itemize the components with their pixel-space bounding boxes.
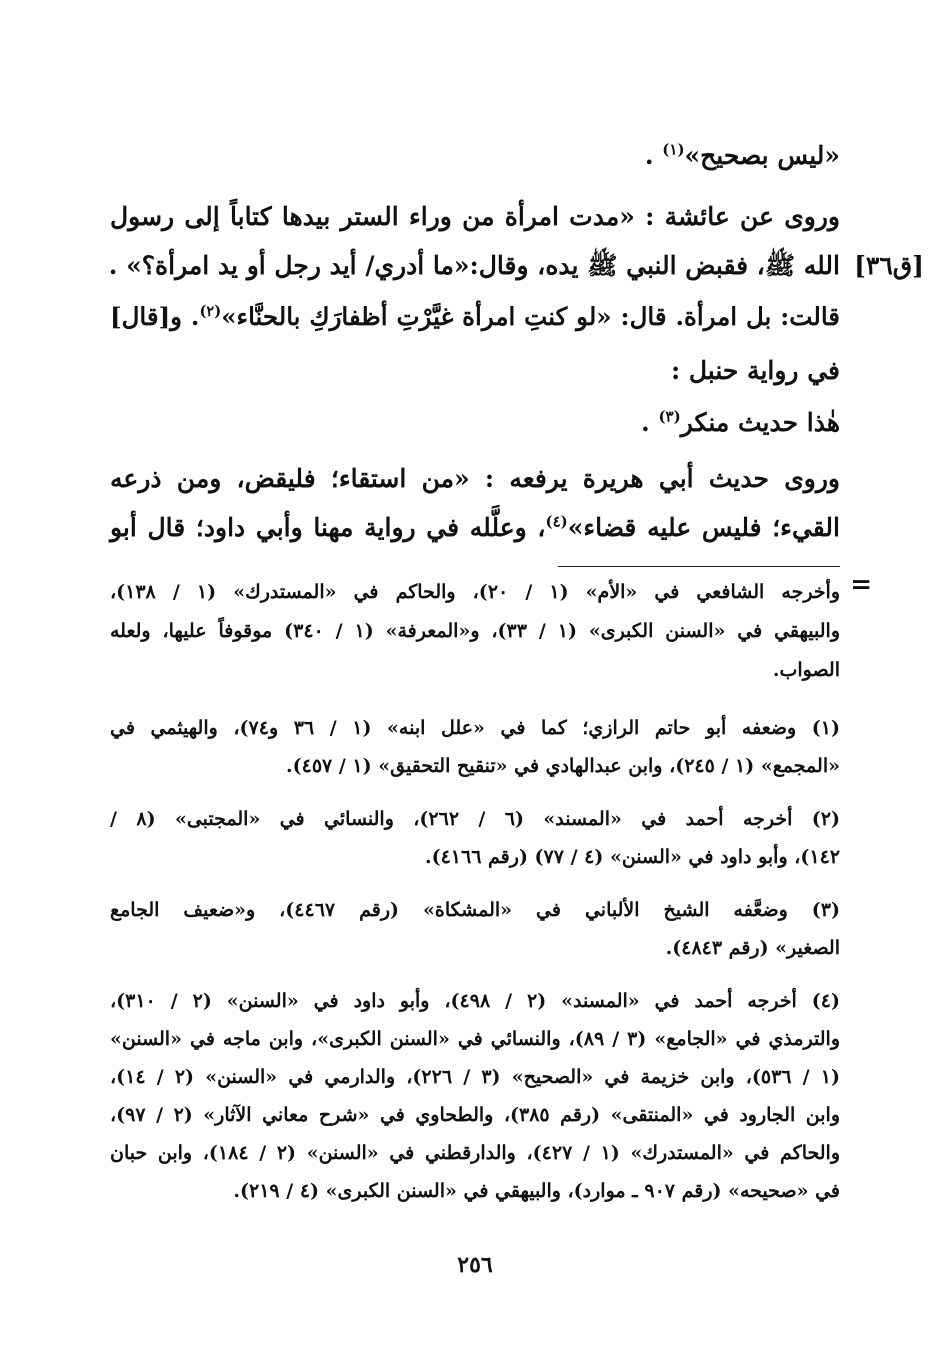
- footnote-cont-line-3: الصواب.: [772, 659, 840, 681]
- main-text-line-5: في رواية حنبل :: [670, 356, 840, 385]
- main-text-line-3: الله ﷺ، فقبض النبي ﷺ يده، وقال:«ما أدري/ أيد رجل أو يد امرأة؟» .: [108, 251, 840, 280]
- main-text-line-4: قالت: بل امرأة. قال: «لو كنتِ امرأة غيَّرْتِ أظفارَكِ بالحنَّاء»$^{(٢)}$. و[قال]: [110, 302, 840, 331]
- manuscript-marker: [ق٣٦]: [854, 251, 924, 280]
- footnote-2-line-1: (٢) أخرجه أحمد في «المسند» (٦ / ٢٦٢)، والنسائي في «المجتبى» (٨ /: [110, 808, 840, 830]
- continuation-mark: =: [850, 570, 872, 600]
- footnote-cont-line-1: وأخرجه الشافعي في «الأم» (١ / ٢٠)، والحاكم في «المستدرك» (١ / ١٣٨)،: [110, 581, 841, 603]
- page-number: ٢٥٦: [457, 1252, 493, 1278]
- main-text-line-6: هٰذا حديث منكر$^{(٣)}$ .: [641, 407, 840, 437]
- footnote-ref-4[interactable]: (٤): [545, 512, 568, 531]
- main-text-line-7: وروى حديث أبي هريرة يرفعه : «من استقاء؛ فليقض، ومن ذرعه: [110, 464, 840, 493]
- footnote-ref-3[interactable]: (٣): [658, 407, 681, 426]
- book-page: [108, 0, 924, 1369]
- footnote-4-line-6: في «صحيحه» (رقم ٩٠٧ ـ موارد)، والبيهقي في «السنن الكبرى» (٤ / ٢١٩).: [233, 1180, 840, 1202]
- footnote-4-line-4: وابن الجارود في «المنتقى» (رقم ٣٨٥)، والطحاوي في «شرح معاني الآثار» (٢ / ٩٧)،: [110, 1104, 840, 1126]
- footnote-3-line-2: الصغير» (رقم ٤٨٤٣).: [665, 937, 840, 959]
- footnote-4-line-3: (١ / ٥٣٦)، وابن خزيمة في «الصحيح» (٣ / ٢٢٦)، والدارمي في «السنن» (٢ / ١٤)،: [110, 1066, 840, 1088]
- footnote-ref-2[interactable]: (٢): [199, 302, 222, 320]
- footnote-1-line-1: (١) وضعفه أبو حاتم الرازي؛ كما في «علل ابنه» (١ / ٣٦ و٧٤)، والهيثمي في: [110, 717, 840, 739]
- footnote-4-line-1: (٤) أخرجه أحمد في «المسند» (٢ / ٤٩٨)، وأبو داود في «السنن» (٢ / ٣١٠)،: [110, 990, 841, 1012]
- footnote-divider: [558, 566, 840, 567]
- footnote-3-line-1: (٣) وضعَّفه الشيخ الألباني في «المشكاة» (رقم ٤٤٦٧)، و«ضعيف الجامع: [110, 899, 840, 921]
- footnote-4-line-2: والترمذي في «الجامع» (٣ / ٨٩)، والنسائي في «السنن الكبرى»، وابن ماجه في «السنن»: [110, 1028, 840, 1050]
- footnote-2-line-2: ١٤٢)، وأبو داود في «السنن» (٤ / ٧٧) (رقم ٤١٦٦).: [424, 846, 840, 868]
- main-text-line-2: وروى عن عائشة : «مدت امرأة من وراء الستر بيدها كتاباً إلى رسول: [110, 202, 840, 231]
- footnote-4-line-5: والحاكم في «المستدرك» (١ / ٤٢٧)، والدارقطني في «السنن» (٢ / ١٨٤)، وابن حبان: [110, 1142, 841, 1164]
- footnote-cont-line-2: والبيهقي في «السنن الكبرى» (١ / ٣٣)، و«المعرفة» (١ / ٣٤٠) موقوفاً عليها، ولعله: [110, 620, 840, 642]
- main-text-line-8: القيء؛ فليس عليه قضاء»$^{(٤)}$، وعلَّله في رواية مهنا وأبي داود؛ قال أبو: [110, 512, 840, 542]
- footnote-1-line-2: «المجمع» (١ / ٢٤٥)، وابن عبدالهادي في «تنقيح التحقيق» (١ / ٤٥٧).: [286, 755, 840, 777]
- footnote-ref-1[interactable]: (١): [662, 140, 685, 159]
- main-text-line-1: «ليس بصحيح»$^{(١)}$ .: [644, 140, 840, 170]
